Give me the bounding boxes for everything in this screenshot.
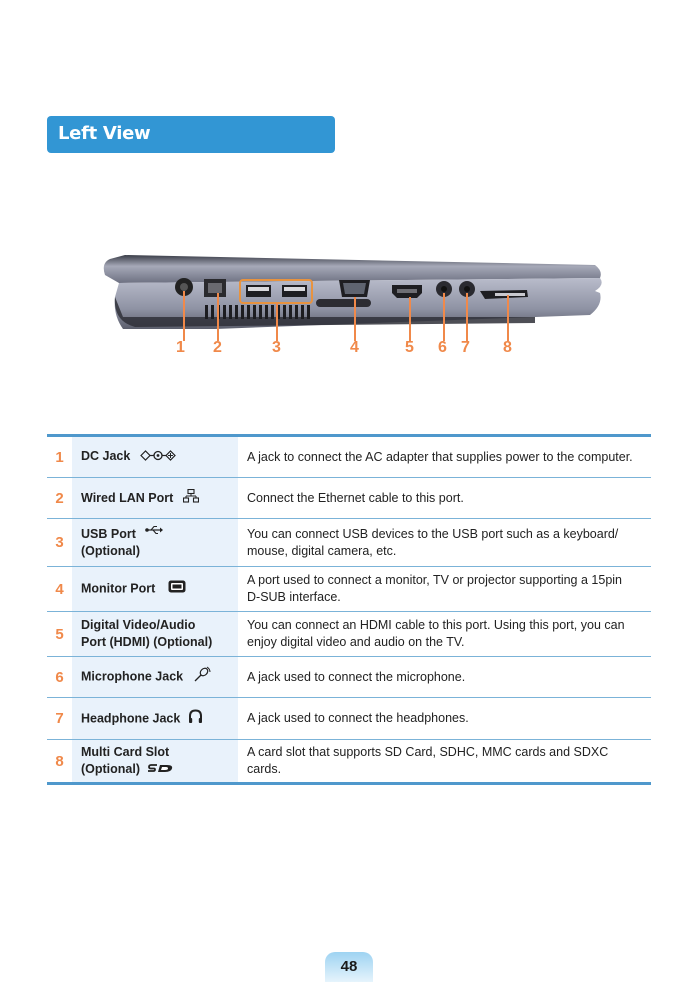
row-number: 6 (55, 668, 64, 686)
port-name-cell (72, 657, 238, 698)
table-row (47, 698, 651, 740)
port-name-cell (72, 698, 238, 740)
row-number: 7 (55, 710, 64, 727)
table-row (47, 436, 651, 478)
port-name: USB Port (81, 526, 136, 541)
port-description: A port used to connect a monitor, TV or projector supporting a 15pin D-SUB interface. (247, 573, 622, 604)
row-number: 3 (55, 534, 64, 551)
port-name-line2: Port (HDMI) (Optional) (81, 635, 213, 649)
port-name-cell (72, 612, 238, 657)
port-name-optional: (Optional) (81, 761, 141, 776)
port-description: A jack used to connect the headphones. (247, 711, 469, 725)
row-number: 2 (55, 489, 64, 507)
port-name: Microphone Jack (81, 669, 184, 684)
table-row (47, 567, 651, 612)
callout-8: 8 (503, 339, 512, 356)
section-title: Left View (58, 123, 151, 144)
usb-icon (145, 523, 163, 540)
page-number: 48 (340, 958, 358, 975)
dc-jack-icon (140, 449, 176, 466)
callout-2: 2 (213, 339, 222, 356)
monitor-port-icon (168, 580, 186, 598)
table-row (47, 519, 651, 567)
sd-card-icon (148, 761, 174, 778)
section-header (47, 116, 335, 153)
page-number-tab (325, 952, 373, 982)
table-row (47, 657, 651, 698)
laptop-left-view-figure (95, 245, 615, 365)
callout-3: 3 (272, 339, 281, 356)
port-description: You can connect an HDMI cable to this port. Using this port, you can enjoy digital video and audio on the TV. (247, 618, 625, 649)
ports-table (47, 434, 651, 785)
port-description: You can connect USB devices to the USB port such as a keyboard/ mouse, digital camera, etc. (247, 526, 619, 558)
row-number: 8 (55, 752, 64, 770)
port-name-cell (72, 478, 238, 519)
callout-7: 7 (461, 339, 470, 356)
port-name-cell (72, 519, 238, 567)
port-name: Wired LAN Port (81, 490, 174, 505)
row-number: 1 (55, 448, 64, 466)
port-description: A jack used to connect the microphone. (247, 669, 466, 684)
port-description: Connect the Ethernet cable to this port. (247, 490, 464, 505)
callout-6: 6 (438, 339, 447, 356)
row-number: 4 (55, 580, 64, 598)
port-name-optional: (Optional) (81, 543, 141, 558)
table-row (47, 740, 651, 784)
row-number: 5 (55, 625, 64, 643)
port-description: A card slot that supports SD Card, SDHC, MMC cards and SDXC cards. (247, 745, 609, 776)
lan-icon (183, 489, 199, 508)
microphone-icon (193, 666, 211, 688)
port-name: DC Jack (81, 449, 131, 464)
port-name: Monitor Port (81, 581, 156, 596)
callout-5: 5 (405, 339, 414, 356)
port-name-cell (72, 740, 238, 784)
port-description: A jack to connect the AC adapter that supplies power to the computer. (247, 449, 633, 464)
headphone-icon (188, 709, 203, 729)
callout-1: 1 (176, 339, 185, 356)
table-row (47, 612, 651, 657)
table-row (47, 478, 651, 519)
callout-4: 4 (350, 339, 359, 356)
port-name: Multi Card Slot (81, 744, 170, 759)
port-name: Digital Video/Audio (81, 618, 196, 632)
port-name: Headphone Jack (81, 710, 181, 725)
port-name-cell (72, 436, 238, 478)
port-name-cell (72, 567, 238, 612)
